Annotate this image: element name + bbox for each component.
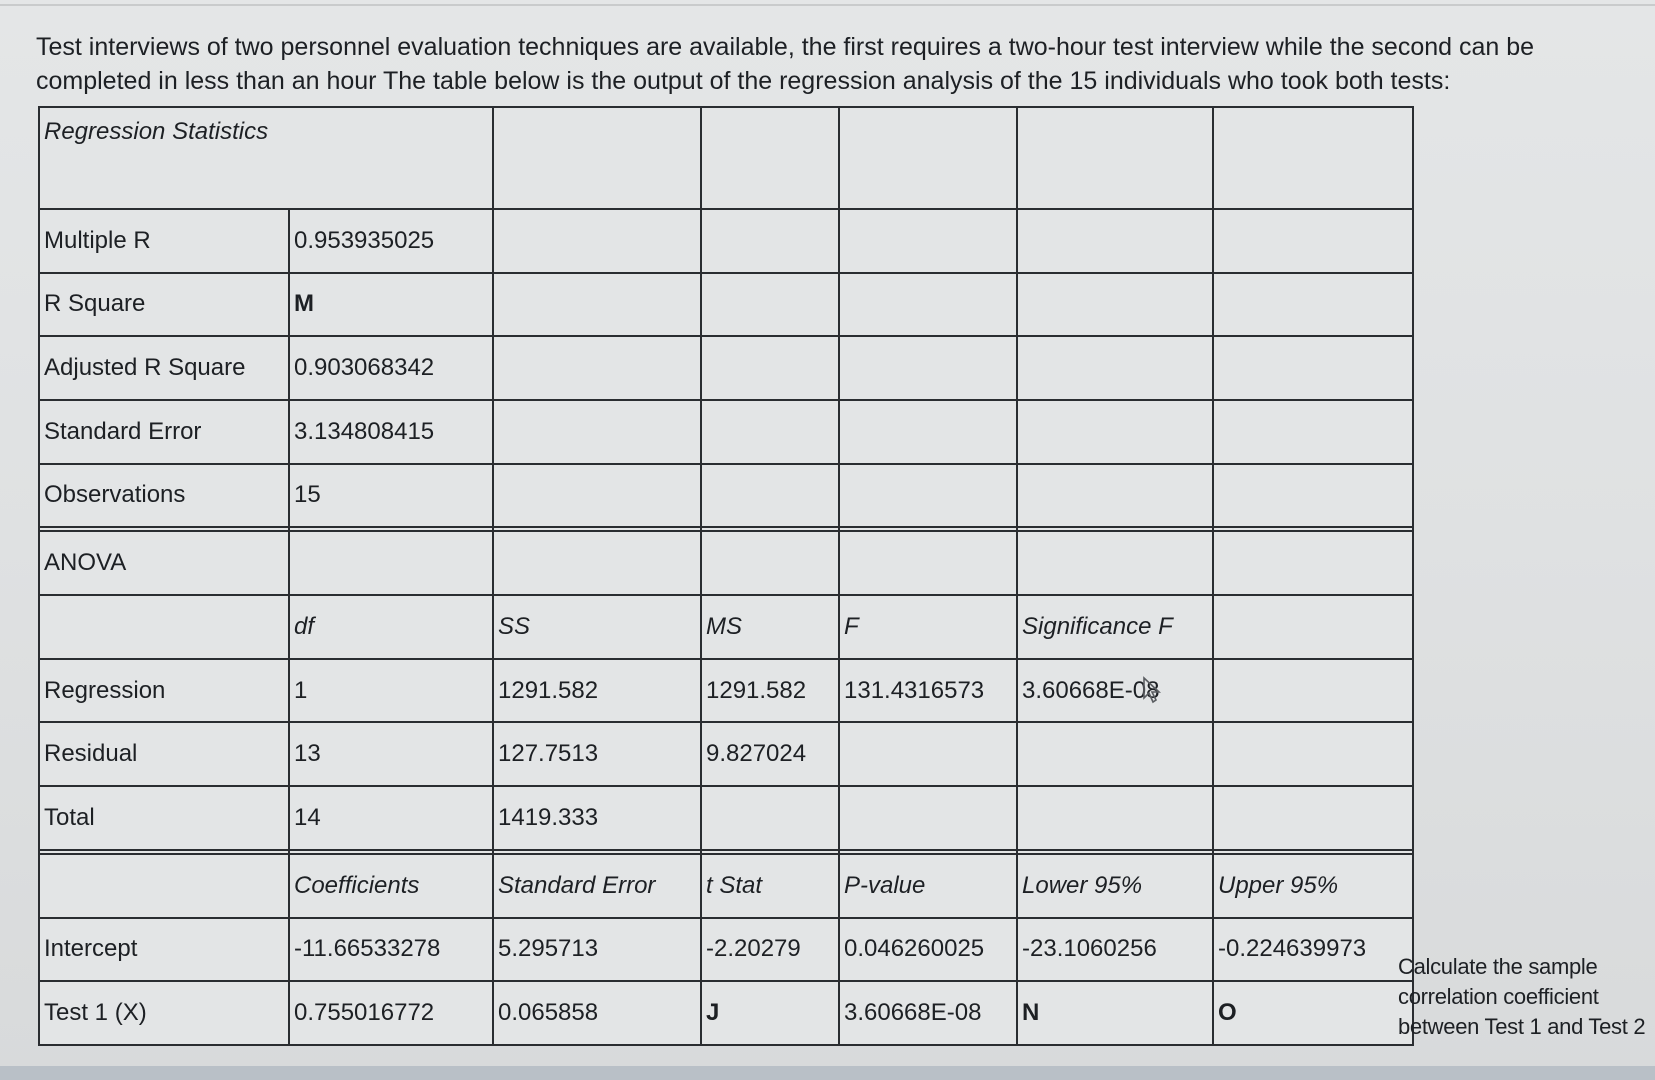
empty-cell — [701, 336, 839, 400]
empty-cell — [1017, 107, 1213, 209]
empty-cell — [1017, 209, 1213, 273]
anova-f — [839, 722, 1017, 786]
stat-label: R Square — [39, 273, 289, 337]
stat-value-blank-m: M — [289, 273, 493, 337]
coef-t: -2.20279 — [701, 918, 839, 982]
table-row — [39, 209, 1413, 273]
empty-cell — [39, 854, 289, 918]
question-prompt: Calculate the sample correlation coefficient between Test 1 and Test 2 — [1398, 954, 1646, 1039]
empty-cell — [1213, 400, 1413, 464]
empty-cell — [1017, 464, 1213, 528]
empty-cell — [839, 400, 1017, 464]
top-divider — [0, 4, 1655, 6]
coef-lower-blank-n: N — [1017, 981, 1213, 1045]
table-row — [39, 531, 1413, 595]
coef-t-blank-j: J — [701, 981, 839, 1045]
anova-header-f: F — [839, 595, 1017, 659]
coef-se: 5.295713 — [493, 918, 701, 982]
empty-cell — [701, 531, 839, 595]
coef-header-lower-95: Lower 95% — [1017, 854, 1213, 918]
empty-cell — [493, 400, 701, 464]
anova-f: 131.4316573 — [839, 659, 1017, 723]
regression-output-table — [38, 106, 1414, 1046]
coef-label: Intercept — [39, 918, 289, 982]
empty-cell — [1017, 336, 1213, 400]
stat-label: Multiple R — [39, 209, 289, 273]
anova-label: Regression — [39, 659, 289, 723]
stat-value: 15 — [289, 464, 493, 528]
stat-label: Adjusted R Square — [39, 336, 289, 400]
stat-value: 0.953935025 — [289, 209, 493, 273]
empty-cell — [493, 336, 701, 400]
empty-cell — [1213, 722, 1413, 786]
coef-row-intercept — [39, 918, 1413, 982]
empty-cell — [839, 531, 1017, 595]
anova-significance-f — [1017, 786, 1213, 850]
coef-header-standard-error: Standard Error — [493, 854, 701, 918]
question-intro-text: Test interviews of two personnel evaluation techniques are available, the first requires a two-hour test interview while the second can be completed in less than an hour The table below is the output of the regression analysis of the 15 individuals who took both tests: — [36, 33, 1535, 95]
anova-significance-f: 3.60668E-08 — [1017, 659, 1213, 723]
table-row — [39, 107, 1413, 209]
coef-label: Test 1 (X) — [39, 981, 289, 1045]
coef-header-coefficients: Coefficients — [289, 854, 493, 918]
stat-label: Standard Error — [39, 400, 289, 464]
anova-label: Total — [39, 786, 289, 850]
coef-header-p-value: P-value — [839, 854, 1017, 918]
empty-cell — [1213, 273, 1413, 337]
anova-row-residual — [39, 722, 1413, 786]
anova-df: 14 — [289, 786, 493, 850]
empty-cell — [493, 464, 701, 528]
anova-significance-f — [1017, 722, 1213, 786]
empty-cell — [1213, 336, 1413, 400]
empty-cell — [493, 531, 701, 595]
anova-df: 13 — [289, 722, 493, 786]
empty-cell — [701, 209, 839, 273]
anova-row-regression — [39, 659, 1413, 723]
anova-ss: 1291.582 — [493, 659, 701, 723]
empty-cell — [1213, 659, 1413, 723]
coef-header-t-stat: t Stat — [701, 854, 839, 918]
empty-cell — [839, 464, 1017, 528]
empty-cell — [839, 107, 1017, 209]
mouse-pointer-icon — [1142, 676, 1164, 704]
anova-f — [839, 786, 1017, 850]
anova-row-total — [39, 786, 1413, 850]
anova-header-df: df — [289, 595, 493, 659]
coefficients-header-row — [39, 854, 1413, 918]
empty-cell — [1213, 107, 1413, 209]
table-row — [39, 273, 1413, 337]
anova-ss: 127.7513 — [493, 722, 701, 786]
coef-se: 0.065858 — [493, 981, 701, 1045]
empty-cell — [701, 273, 839, 337]
empty-cell — [1213, 531, 1413, 595]
regression-statistics-heading: Regression Statistics — [39, 107, 493, 209]
anova-ss: 1419.333 — [493, 786, 701, 850]
table-row — [39, 400, 1413, 464]
anova-ms: 1291.582 — [701, 659, 839, 723]
bottom-edge — [0, 1066, 1655, 1080]
empty-cell — [1213, 786, 1413, 850]
anova-label: Residual — [39, 722, 289, 786]
anova-ms — [701, 786, 839, 850]
coef-value: -11.66533278 — [289, 918, 493, 982]
coef-p: 0.046260025 — [839, 918, 1017, 982]
anova-header-significance-f: Significance F — [1017, 595, 1213, 659]
anova-header-row — [39, 595, 1413, 659]
coef-upper: -0.224639973 — [1213, 918, 1413, 982]
empty-cell — [1213, 464, 1413, 528]
anova-header-ms: MS — [701, 595, 839, 659]
stat-value: 3.134808415 — [289, 400, 493, 464]
anova-header-ss: SS — [493, 595, 701, 659]
coef-row-test1 — [39, 981, 1413, 1045]
anova-heading: ANOVA — [39, 531, 289, 595]
empty-cell — [493, 273, 701, 337]
empty-cell — [701, 400, 839, 464]
empty-cell — [1017, 531, 1213, 595]
stat-label: Observations — [39, 464, 289, 528]
empty-cell — [839, 209, 1017, 273]
coef-p: 3.60668E-08 — [839, 981, 1017, 1045]
empty-cell — [39, 595, 289, 659]
empty-cell — [701, 107, 839, 209]
coef-upper-blank-o: O — [1213, 981, 1413, 1045]
anova-df: 1 — [289, 659, 493, 723]
table-row — [39, 336, 1413, 400]
empty-cell — [839, 273, 1017, 337]
empty-cell — [493, 107, 701, 209]
empty-cell — [1017, 400, 1213, 464]
empty-cell — [701, 464, 839, 528]
table-row — [39, 464, 1413, 528]
empty-cell — [1213, 209, 1413, 273]
coef-header-upper-95: Upper 95% — [1213, 854, 1413, 918]
stat-value: 0.903068342 — [289, 336, 493, 400]
empty-cell — [493, 209, 701, 273]
empty-cell — [289, 531, 493, 595]
empty-cell — [839, 336, 1017, 400]
coef-value: 0.755016772 — [289, 981, 493, 1045]
empty-cell — [1213, 595, 1413, 659]
empty-cell — [1017, 273, 1213, 337]
coef-lower: -23.1060256 — [1017, 918, 1213, 982]
anova-ms: 9.827024 — [701, 722, 839, 786]
